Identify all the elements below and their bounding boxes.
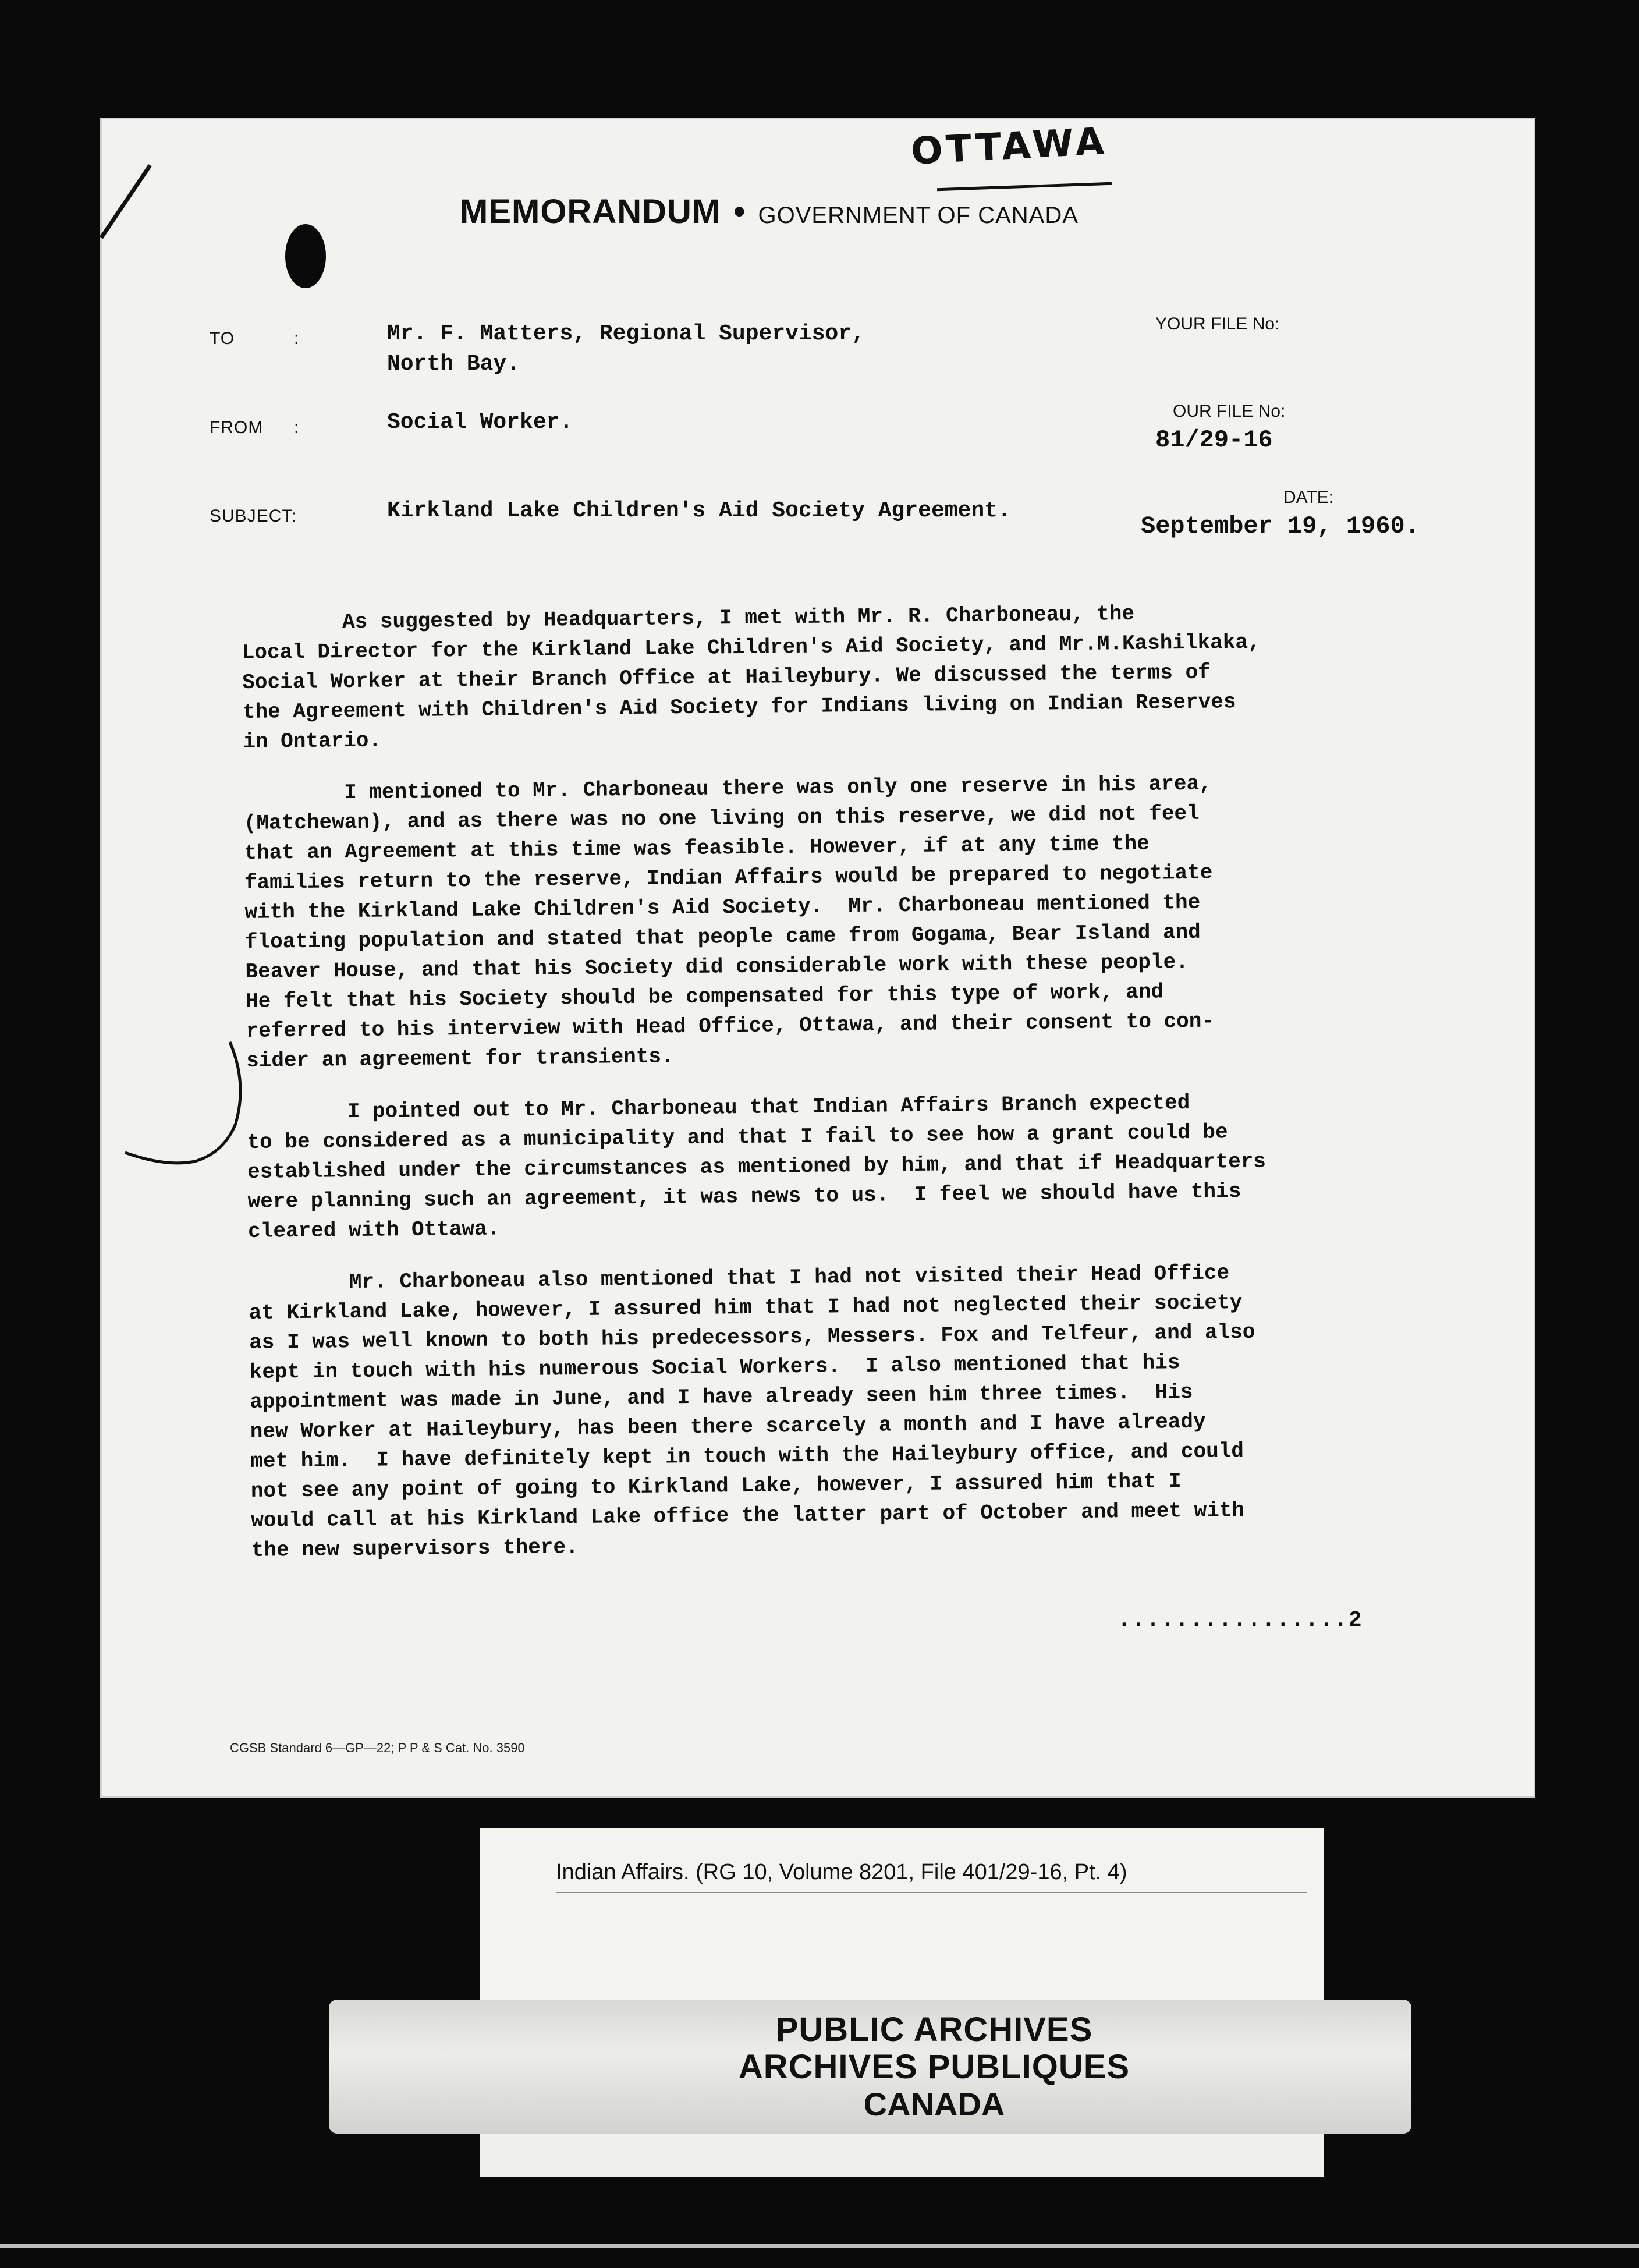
subject-label: SUBJECT: <box>210 506 297 526</box>
archive-stamp <box>719 2011 1150 2123</box>
card-lower-edge <box>480 2131 1324 2177</box>
to-label: TO <box>210 329 235 348</box>
our-file-label: OUR FILE No: <box>1173 402 1286 421</box>
subject-value: Kirkland Lake Children's Aid Society Agreement. <box>387 498 1011 523</box>
from-colon: : <box>294 418 299 437</box>
to-colon: : <box>294 329 299 348</box>
memo-header <box>460 192 1079 231</box>
to-value: Mr. F. Matters, Regional Supervisor, North Bay. <box>387 321 865 377</box>
body-paragraph: I mentioned to Mr. Charboneau there was only one reserve in his area, (Matchewan), and as there was no one living on this reserve, we did not feel that an Agreement at this time was feasible. However, if at any time the families return to the reserve, Indian Affairs would be prepared to negotiate with the Kirkland Lake Children's Aid Society. Mr. Charboneau mentioned the floating population and stated that people came from Gogama, Bear Island and Beaver House, and that his Society did considerable work with these people. He felt that his Society should be compensated for this type of work, and referred to his interview with Head Office, Ottawa, and their consent to con- sider an agreement for transients. <box>243 771 1215 1073</box>
our-file-value: 81/29-16 <box>1155 426 1273 454</box>
date-value: September 19, 1960. <box>1141 512 1420 540</box>
archive-reference-card <box>480 1828 1324 2003</box>
memo-title: MEMORANDUM <box>460 193 721 231</box>
reference-underline <box>556 1892 1307 1893</box>
stamp-line-french: ARCHIVES PUBLIQUES <box>738 2048 1130 2086</box>
date-label: DATE: <box>1283 488 1334 507</box>
body-paragraph: I pointed out to Mr. Charboneau that Indian Affairs Branch expected to be considered as a municipality and that I fail to see how a grant could be established under the circumstances as mentioned by him, and that if Headquarters were planning such an agreement, it was news to us. I feel we should have this cleared with Ottawa. <box>246 1090 1266 1243</box>
your-file-label: YOUR FILE No: <box>1155 314 1280 334</box>
bottom-edge-strip <box>0 2244 1639 2248</box>
memo-subtitle: GOVERNMENT OF CANADA <box>758 203 1079 228</box>
from-label: FROM <box>210 418 264 437</box>
body-paragraph: Mr. Charboneau also mentioned that I had not visited their Head Office at Kirkland Lake, however, I assured him that I had not neglected their society as I was well known to both his predecessors, Messers. Fox and Telfeur, and also kept in touch with his numerous Social Workers. I also mentioned that his appointment was made in June, and I have already seen him three times. His new Worker at Haileybury, has been there scarcely a month and I have already met him. I have definitely kept in touch with the Haileybury office, and could not see any point of going to Kirkland Lake, however, I assured him that I would call at his Kirkland Lake office the latter part of October and meet with the new supervisors there. <box>248 1261 1255 1562</box>
body-paragraph: As suggested by Headquarters, I met with Mr. R. Charboneau, the Local Director for the Kirkland Lake Children's Aid Society, and Mr.M.Kashilkaka, Social Worker at their Branch Office at Haileybury. We discussed the terms of the Agreement with Children's Aid Society for Indians living on Indian Reserves in Ontario. <box>242 601 1261 754</box>
stamp-line-country: CANADA <box>863 2086 1005 2122</box>
form-number: CGSB Standard 6—GP—22; P P & S Cat. No. 3590 <box>230 1741 525 1755</box>
from-value: Social Worker. <box>387 410 573 435</box>
header-separator: • <box>733 193 746 231</box>
handwritten-margin-line <box>113 1036 265 1188</box>
handwritten-note: OTTAWA <box>910 120 1109 173</box>
continued-marker: ................2 <box>1118 1608 1363 1633</box>
archive-reference: Indian Affairs. (RG 10, Volume 8201, File 401/29-16, Pt. 4) <box>556 1860 1127 1884</box>
memo-body <box>242 596 1439 1587</box>
hole-punch-blot <box>285 224 326 288</box>
stamp-line-english: PUBLIC ARCHIVES <box>775 2011 1093 2049</box>
